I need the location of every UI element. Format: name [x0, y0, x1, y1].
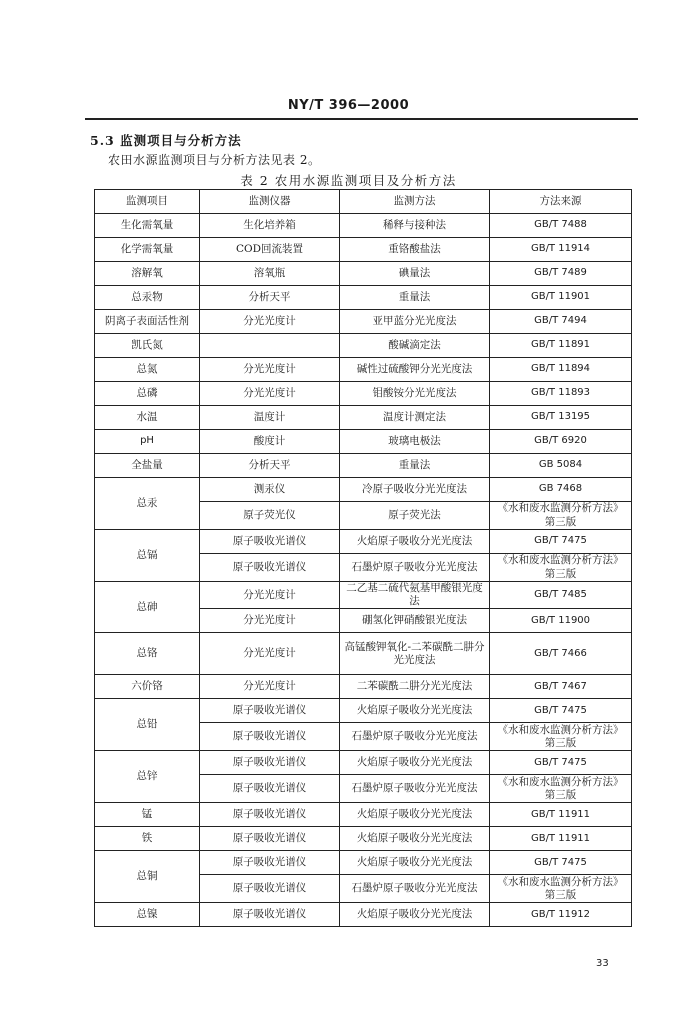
header-method: 监测方法	[340, 190, 490, 214]
table-row	[95, 382, 632, 406]
source-cell: 《水和废水监测分析方法》第三版	[490, 554, 632, 582]
table-caption: 表 2 农用水源监测项目及分析方法	[240, 173, 457, 188]
method-cell: 高锰酸钾氧化-二苯碳酰二肼分光光度法	[340, 633, 490, 675]
method-cell: 酸碱滴定法	[340, 334, 490, 358]
instrument-cell: 原子吸收光谱仪	[200, 775, 340, 803]
instrument-cell: 原子吸收光谱仪	[200, 554, 340, 582]
instrument-cell: 温度计	[200, 406, 340, 430]
table-row	[95, 286, 632, 310]
table-row	[95, 751, 632, 775]
table-row	[95, 262, 632, 286]
method-cell: 亚甲蓝分光光度法	[340, 310, 490, 334]
instrument-cell: 原子吸收光谱仪	[200, 751, 340, 775]
method-cell: 碘量法	[340, 262, 490, 286]
header-item: 监测项目	[95, 190, 200, 214]
method-cell: 火焰原子吸收分光光度法	[340, 903, 490, 927]
section-intro: 农田水源监测项目与分析方法见表 2。	[108, 153, 321, 167]
item-cell: 铁	[95, 827, 200, 851]
table-row	[95, 334, 632, 358]
item-cell: 总铜	[95, 851, 200, 903]
source-cell: GB 7468	[490, 478, 632, 502]
instrument-cell	[200, 334, 340, 358]
instrument-cell: 分光光度计	[200, 675, 340, 699]
method-cell: 温度计测定法	[340, 406, 490, 430]
instrument-cell: 分光光度计	[200, 633, 340, 675]
table-row	[95, 214, 632, 238]
monitoring-methods-table	[94, 189, 632, 927]
source-cell: GB/T 11914	[490, 238, 632, 262]
item-cell: 水温	[95, 406, 200, 430]
instrument-cell: 分析天平	[200, 454, 340, 478]
item-cell: 总磷	[95, 382, 200, 406]
method-cell: 硼氢化钾硝酸银光度法	[340, 609, 490, 633]
instrument-cell: 分析天平	[200, 286, 340, 310]
table-row	[95, 827, 632, 851]
table-row	[95, 699, 632, 723]
instrument-cell: 分光光度计	[200, 609, 340, 633]
source-cell: GB/T 7467	[490, 675, 632, 699]
source-cell: GB/T 11894	[490, 358, 632, 382]
instrument-cell: 原子吸收光谱仪	[200, 699, 340, 723]
method-cell: 钼酸铵分光光度法	[340, 382, 490, 406]
table-row	[95, 803, 632, 827]
instrument-cell: 测汞仪	[200, 478, 340, 502]
item-cell: 总砷	[95, 582, 200, 633]
source-cell: GB/T 7466	[490, 633, 632, 675]
instrument-cell: 生化培养箱	[200, 214, 340, 238]
table-row	[95, 851, 632, 875]
method-cell: 火焰原子吸收分光光度法	[340, 530, 490, 554]
table-row	[95, 358, 632, 382]
source-cell: GB/T 11893	[490, 382, 632, 406]
item-cell: 锰	[95, 803, 200, 827]
method-cell: 稀释与接种法	[340, 214, 490, 238]
method-cell: 火焰原子吸收分光光度法	[340, 827, 490, 851]
source-cell: GB/T 7475	[490, 751, 632, 775]
method-cell: 石墨炉原子吸收分光光度法	[340, 775, 490, 803]
item-cell: 化学需氧量	[95, 238, 200, 262]
standard-code-header: NY/T 396—2000	[287, 98, 410, 113]
method-cell: 二苯碳酰二肼分光光度法	[340, 675, 490, 699]
source-cell: GB/T 7475	[490, 699, 632, 723]
method-cell: 火焰原子吸收分光光度法	[340, 699, 490, 723]
method-cell: 原子荧光法	[340, 502, 490, 530]
item-cell: 总氮	[95, 358, 200, 382]
table-row	[95, 478, 632, 502]
method-cell: 玻璃电极法	[340, 430, 490, 454]
method-cell: 重量法	[340, 286, 490, 310]
instrument-cell: 原子吸收光谱仪	[200, 827, 340, 851]
table-row	[95, 406, 632, 430]
header-instrument: 监测仪器	[200, 190, 340, 214]
source-cell: 《水和废水监测分析方法》第三版	[490, 723, 632, 751]
item-cell: 总铅	[95, 699, 200, 751]
table-row	[95, 903, 632, 927]
section-title: 5.3 监测项目与分析方法	[90, 133, 242, 148]
instrument-cell: 原子吸收光谱仪	[200, 803, 340, 827]
source-cell: GB/T 7475	[490, 851, 632, 875]
source-cell: GB/T 6920	[490, 430, 632, 454]
header-rule	[85, 118, 638, 120]
source-cell: GB/T 11911	[490, 827, 632, 851]
method-cell: 碱性过硫酸钾分光光度法	[340, 358, 490, 382]
method-cell: 石墨炉原子吸收分光光度法	[340, 723, 490, 751]
item-cell: 总锌	[95, 751, 200, 803]
method-cell: 石墨炉原子吸收分光光度法	[340, 875, 490, 903]
instrument-cell: 原子荧光仪	[200, 502, 340, 530]
instrument-cell: 分光光度计	[200, 310, 340, 334]
source-cell: GB/T 7475	[490, 530, 632, 554]
source-cell: 《水和废水监测分析方法》第三版	[490, 875, 632, 903]
table-row	[95, 530, 632, 554]
method-cell: 重铬酸盐法	[340, 238, 490, 262]
header-source: 方法来源	[490, 190, 632, 214]
instrument-cell: COD回流装置	[200, 238, 340, 262]
table-row	[95, 430, 632, 454]
source-cell: GB/T 11891	[490, 334, 632, 358]
item-cell: 溶解氧	[95, 262, 200, 286]
instrument-cell: 原子吸收光谱仪	[200, 851, 340, 875]
source-cell: 《水和废水监测分析方法》第三版	[490, 775, 632, 803]
method-cell: 火焰原子吸收分光光度法	[340, 751, 490, 775]
instrument-cell: 分光光度计	[200, 382, 340, 406]
instrument-cell: 原子吸收光谱仪	[200, 530, 340, 554]
table-row	[95, 675, 632, 699]
table-row	[95, 582, 632, 609]
item-cell: 六价铬	[95, 675, 200, 699]
table-row	[95, 633, 632, 675]
method-cell: 二乙基二硫代氨基甲酸银光度法	[340, 582, 490, 609]
source-cell: GB/T 7494	[490, 310, 632, 334]
table-row	[95, 238, 632, 262]
item-cell: 全盐量	[95, 454, 200, 478]
source-cell: GB/T 13195	[490, 406, 632, 430]
page-number: 33	[596, 958, 609, 969]
instrument-cell: 原子吸收光谱仪	[200, 875, 340, 903]
instrument-cell: 原子吸收光谱仪	[200, 723, 340, 751]
source-cell: GB/T 11912	[490, 903, 632, 927]
table-row	[95, 310, 632, 334]
method-cell: 重量法	[340, 454, 490, 478]
instrument-cell: 分光光度计	[200, 582, 340, 609]
instrument-cell: 溶氧瓶	[200, 262, 340, 286]
source-cell: GB/T 11901	[490, 286, 632, 310]
item-cell: 凯氏氮	[95, 334, 200, 358]
instrument-cell: 分光光度计	[200, 358, 340, 382]
source-cell: GB 5084	[490, 454, 632, 478]
method-cell: 火焰原子吸收分光光度法	[340, 851, 490, 875]
item-cell: 总汞	[95, 478, 200, 530]
instrument-cell: 原子吸收光谱仪	[200, 903, 340, 927]
source-cell: GB/T 7488	[490, 214, 632, 238]
source-cell: GB/T 7489	[490, 262, 632, 286]
item-cell: 总汞物	[95, 286, 200, 310]
item-cell: 总镍	[95, 903, 200, 927]
method-cell: 火焰原子吸收分光光度法	[340, 803, 490, 827]
item-cell: 生化需氧量	[95, 214, 200, 238]
item-cell: 阴离子表面活性剂	[95, 310, 200, 334]
method-cell: 冷原子吸收分光光度法	[340, 478, 490, 502]
instrument-cell: 酸度计	[200, 430, 340, 454]
source-cell: GB/T 11900	[490, 609, 632, 633]
source-cell: GB/T 7485	[490, 582, 632, 609]
table-header-row	[95, 190, 632, 214]
source-cell: GB/T 11911	[490, 803, 632, 827]
item-cell: pH	[95, 430, 200, 454]
item-cell: 总铬	[95, 633, 200, 675]
item-cell: 总镉	[95, 530, 200, 582]
source-cell: 《水和废水监测分析方法》第三版	[490, 502, 632, 530]
method-cell: 石墨炉原子吸收分光光度法	[340, 554, 490, 582]
table-row	[95, 454, 632, 478]
